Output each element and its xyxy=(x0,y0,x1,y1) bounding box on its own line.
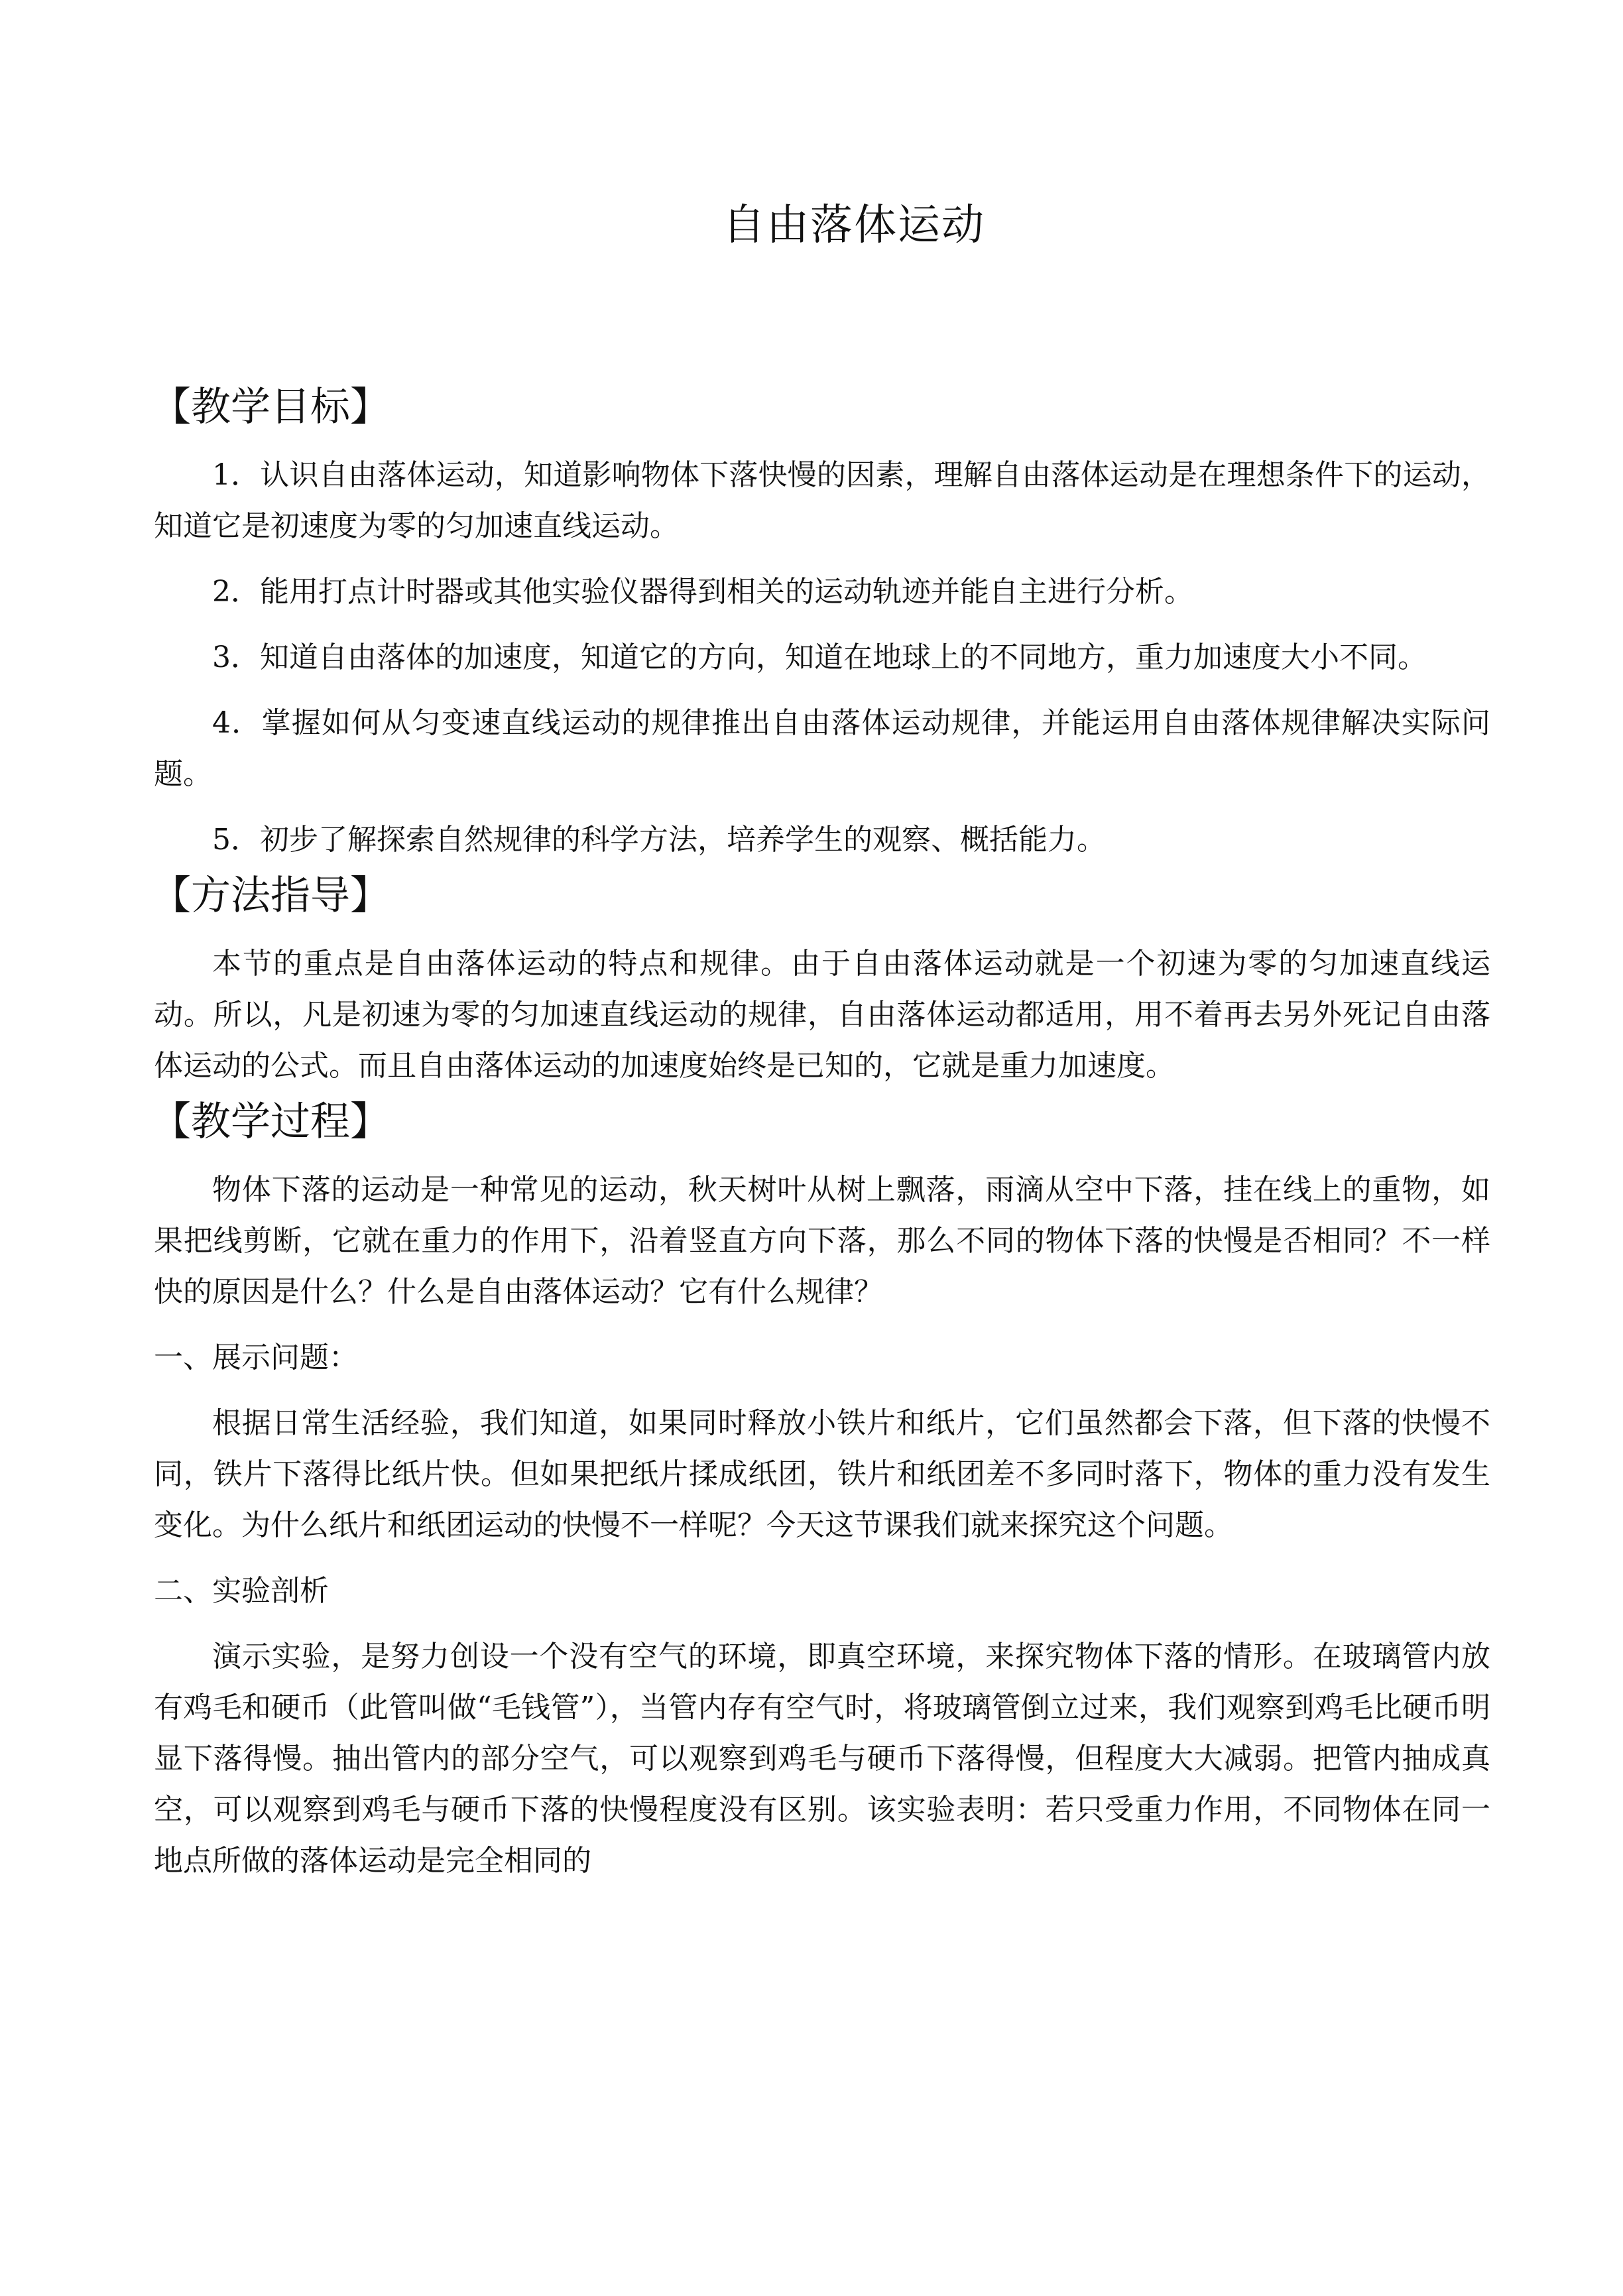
method-paragraph: 本节的重点是自由落体运动的特点和规律。由于自由落体运动就是一个初速为零的匀加速直线运动。所以，凡是初速为零的匀加速直线运动的规律，自由落体运动都适用，用不着再去另外死记自由落体运动的公式。而且自由落体运动的加速度始终是已知的，它就是重力加速度。 xyxy=(154,947,1490,1083)
objective-item-2: 2．能用打点计时器或其他实验仪器得到相关的运动轨迹并能自主进行分析。 xyxy=(212,575,1193,609)
document-title: 自由落体运动 xyxy=(723,201,985,250)
objective-item-5: 5．初步了解探索自然规律的科学方法，培养学生的观察、概括能力。 xyxy=(212,823,1106,857)
objective-item-4: 4．掌握如何从匀变速直线运动的规律推出自由落体运动规律，并能运用自由落体规律解决实际问题。 xyxy=(154,706,1490,791)
process-heading: 【教学过程】 xyxy=(151,1099,390,1145)
objectives-heading: 【教学目标】 xyxy=(151,384,390,430)
section-one-title: 一、展示问题： xyxy=(154,1341,358,1374)
process-intro-paragraph: 物体下落的运动是一种常见的运动，秋天树叶从树上飘落，雨滴从空中下落，挂在线上的重物，如果把线剪断，它就在重力的作用下，沿着竖直方向下落，那么不同的物体下落的快慢是否相同？不一样快的原因是什么？什么是自由落体运动？它有什么规律？ xyxy=(154,1173,1490,1309)
section-two-paragraph: 演示实验，是努力创设一个没有空气的环境，即真空环境，来探究物体下落的情形。在玻璃管内放有鸡毛和硬币（此管叫做“毛钱管”），当管内存有空气时，将玻璃管倒立过来，我们观察到鸡毛比硬币明显下落得慢。抽出管内的部分空气，可以观察到鸡毛与硬币下落得慢，但程度大大减弱。把管内抽成真空，可以观察到鸡毛与硬币下落的快慢程度没有区别。该实验表明：若只受重力作用，不同物体在同一地点所做的落体运动是完全相同的 xyxy=(154,1640,1490,1878)
objective-item-1: 1．认识自由落体运动，知道影响物体下落快慢的因素，理解自由落体运动是在理想条件下的运动，知道它是初速度为零的匀加速直线运动。 xyxy=(154,458,1490,543)
section-two-title: 二、实验剖析 xyxy=(154,1574,329,1608)
section-one-paragraph: 根据日常生活经验，我们知道，如果同时释放小铁片和纸片，它们虽然都会下落，但下落的快慢不同，铁片下落得比纸片快。但如果把纸片揉成纸团，铁片和纸团差不多同时落下，物体的重力没有发生变化。为什么纸片和纸团运动的快慢不一样呢？今天这节课我们就来探究这个问题。 xyxy=(154,1406,1490,1542)
method-heading: 【方法指导】 xyxy=(151,873,390,919)
objective-item-3: 3．知道自由落体的加速度，知道它的方向，知道在地球上的不同地方，重力加速度大小不同。 xyxy=(212,640,1427,674)
document-body xyxy=(151,382,1490,1901)
